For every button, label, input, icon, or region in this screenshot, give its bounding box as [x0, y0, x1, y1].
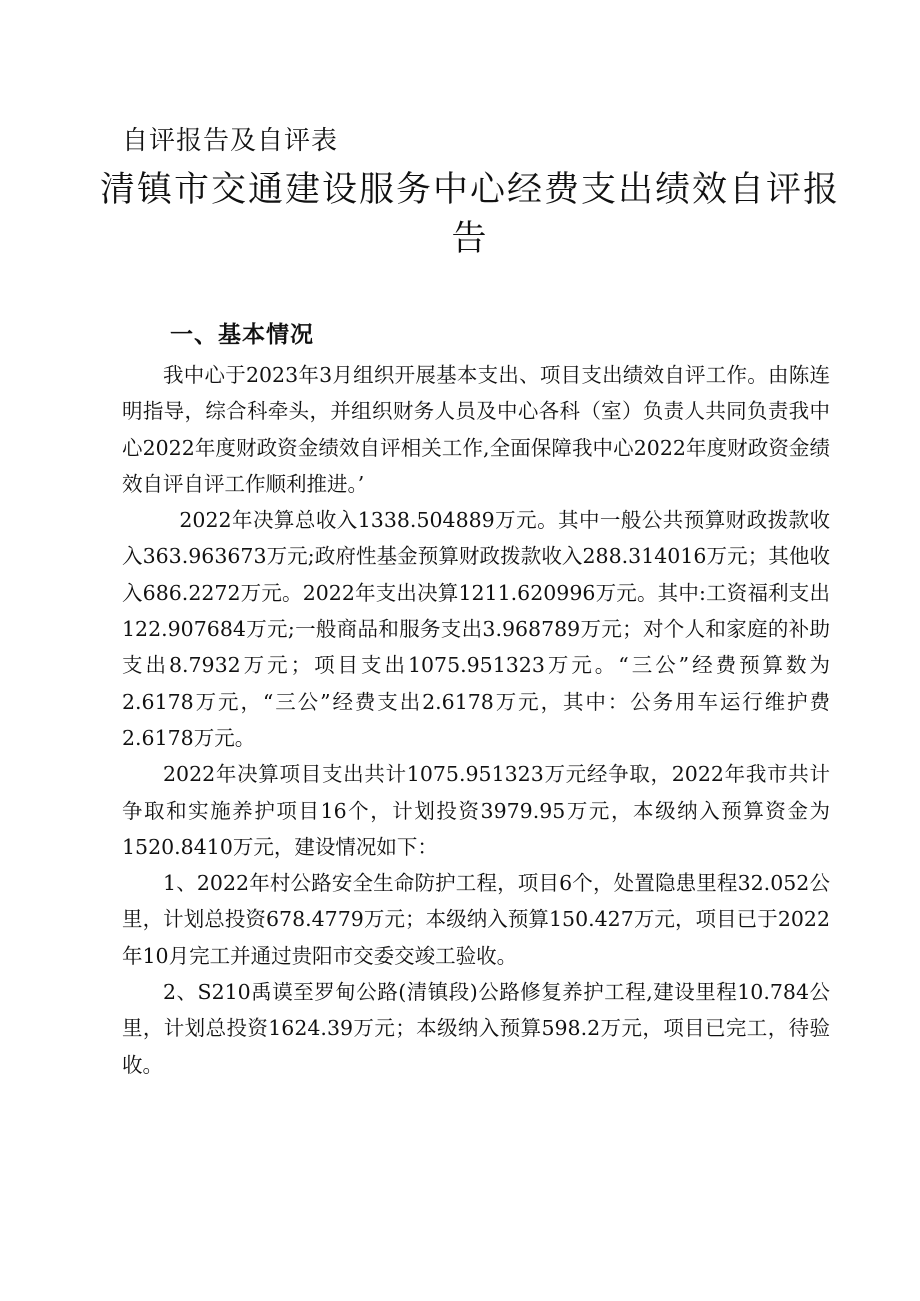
paragraph-5: 2、S210禹谟至罗甸公路(清镇段)公路修复养护工程,建设里程10.784公里，计划总投资1624.39万元；本级纳入预算598.2万元，项目已完工，待验收。 [122, 980, 830, 1077]
paragraph-2: 2022年决算总收入1338.504889万元。其中一般公共预算财政拨款收入363.963673万元;政府性基金预算财政拨款收入288.314016万元；其他收入686.2272万元。2022年支出决算1211.620996万元。其中:工资福利支出122.907684万元;一般商品和服务支出3.968789万元；对个人和家庭的补助支出8.7932万元；项目支出1075.951323万元。“三公”经费预算数为2.6178万元，“三公”经费支出2.6178万元，其中：公务用车运行维护费2.6178万元。 [122, 508, 830, 750]
paragraph-3: 2022年决算项目支出共计1075.951323万元经争取，2022年我市共计争取和实施养护项目16个，计划投资3979.95万元，本级纳入预算资金为1520.8410万元，建设情况如下： [122, 762, 830, 859]
document-title: 清镇市交通建设服务中心经费支出绩效自评报告 [100, 170, 841, 259]
paragraph-1: 我中心于2023年3月组织开展基本支出、项目支出绩效自评工作。由陈连明指导，综合科牵头，并组织财务人员及中心各科（室）负责人共同负责我中心2022年度财政资金绩效自评相关工作,全面保障我中心2022年度财政资金绩效自评自评工作顺利推进。’ [122, 363, 830, 496]
document-label: 自评报告及自评表 [122, 126, 339, 156]
paragraph-4: 1、2022年村公路安全生命防护工程，项目6个，处置隐患里程32.052公里，计划总投资678.4779万元；本级纳入预算150.427万元，项目已于2022年10月完工并通过贵阳市交委交竣工验收。 [122, 871, 830, 968]
section-heading: 一、基本情况 [170, 322, 314, 348]
document-body [122, 357, 830, 1083]
